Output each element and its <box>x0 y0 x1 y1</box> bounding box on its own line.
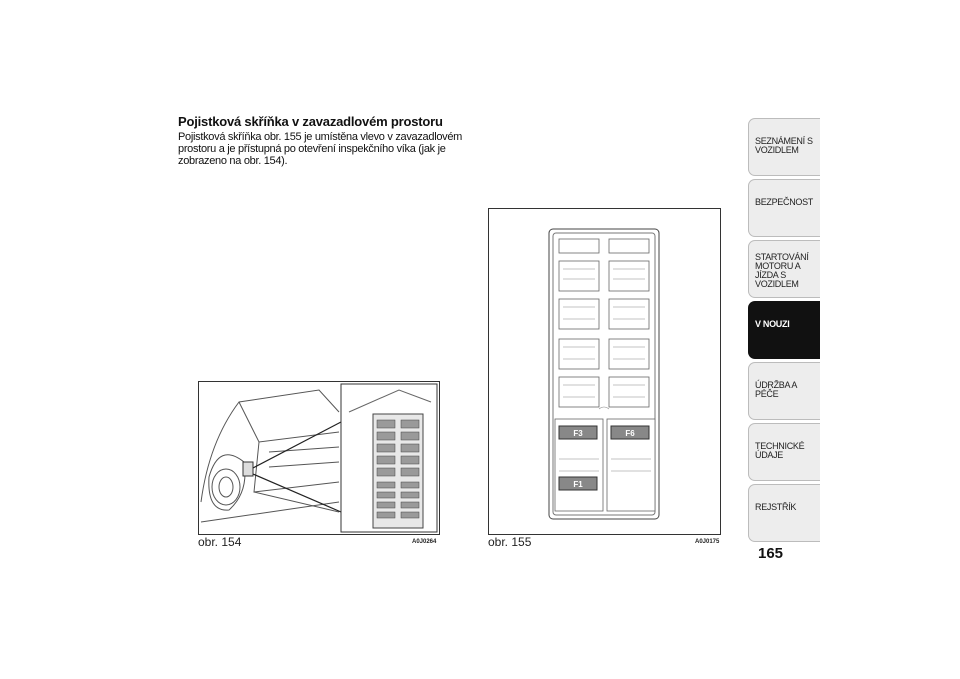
tab-rejstrik[interactable]: REJSTŘÍK <box>748 484 820 542</box>
section-heading: Pojistková skříňka v zavazadlovém prostoru <box>178 114 443 129</box>
figure-fuse-box-diagram <box>488 208 721 535</box>
figure-154-caption: obr. 154 <box>198 535 242 549</box>
tab-bezpecnost[interactable]: BEZPEČNOST <box>748 179 820 237</box>
fuse-f1-label: F1 <box>573 480 583 489</box>
figure-155-code: A0J0175 <box>695 539 720 545</box>
trunk-drawing <box>199 382 439 534</box>
page-number: 165 <box>758 545 784 562</box>
tab-startovani[interactable]: STARTOVÁNÍ MOTORU A JÍZDA S VOZIDLEM <box>748 240 820 298</box>
figure-trunk-illustration <box>198 381 440 535</box>
fuse-box-location <box>243 462 253 476</box>
tab-v-nouzi[interactable]: V NOUZI <box>748 301 820 359</box>
fuse-f3-label: F3 <box>573 429 583 438</box>
tab-seznameni[interactable]: SEZNÁMENÍ S VOZIDLEM <box>748 118 820 176</box>
chapter-tabs <box>748 118 820 545</box>
figure-155-caption: obr. 155 <box>488 535 532 549</box>
figure-154-code: A0J0264 <box>412 539 437 545</box>
fuse-box-drawing <box>489 209 720 534</box>
fuse-f6-label: F6 <box>625 429 635 438</box>
section-body: Pojistková skříňka obr. 155 je umístěna vlevo v zavazadlovém prostoru a je přístupná po otevření inspekčního víka (jak je zobrazeno na obr. 154). <box>178 131 463 167</box>
tab-udrzba[interactable]: ÚDRŽBA A PÉČE <box>748 362 820 420</box>
tab-technicke-udaje[interactable]: TECHNICKÉ ÚDAJE <box>748 423 820 481</box>
